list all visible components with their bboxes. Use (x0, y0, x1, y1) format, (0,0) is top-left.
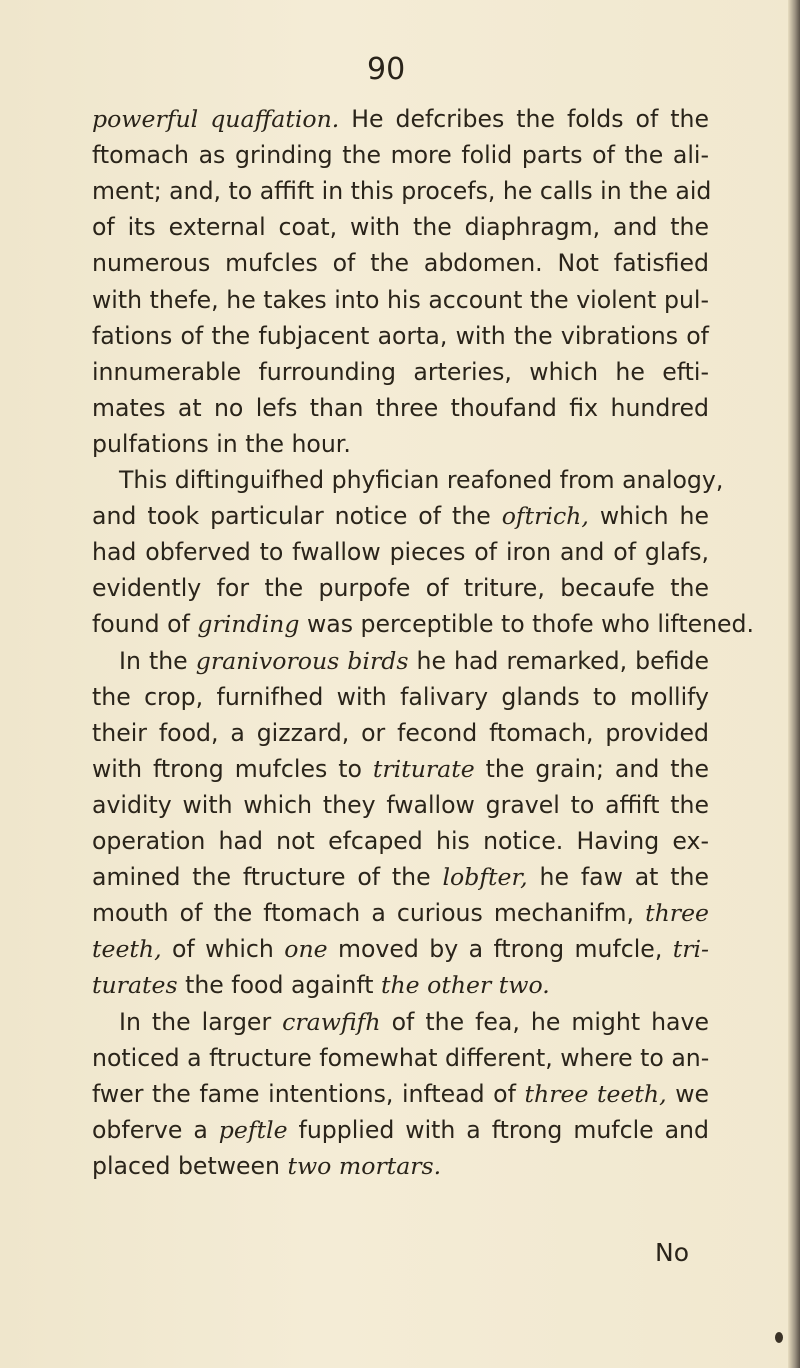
text-line (92, 245, 709, 281)
ink-speck (775, 1332, 783, 1343)
text-line (92, 751, 709, 787)
text-line (92, 715, 709, 751)
text-line (92, 498, 709, 534)
text-run: fupplied with a ftrong mufcle and (287, 1115, 709, 1144)
text-run: fations of the fubjacent aorta, with the vibrations of (92, 321, 709, 350)
italic-text: one (284, 935, 328, 964)
text-run: moved by a ftrong mufcle, (327, 935, 673, 964)
italic-text: crawfifh (282, 1007, 381, 1036)
text-run: with thefe, he takes into his account the violent pul- (92, 285, 709, 314)
text-line (92, 823, 709, 859)
text-run: ment; and, to affift in this procefs, he calls in the aid (92, 177, 712, 206)
text-line (92, 1148, 709, 1184)
text-run: of which (161, 935, 285, 964)
text-run: which he (588, 502, 709, 531)
text-run: avidity with which they fwallow gravel to affift the (92, 790, 709, 819)
text-line (92, 787, 709, 823)
text-run: mouth of the ftomach a curious mechanifm, (92, 899, 646, 928)
italic-text: tri- (672, 935, 709, 964)
text-run: amined the ftructure of the (92, 863, 443, 892)
text-run: the crop, furnifhed with falivary glands to mollify (92, 682, 709, 711)
italic-text: two mortars. (287, 1151, 442, 1180)
text-line (92, 1112, 709, 1148)
text-line (92, 931, 709, 967)
text-line (92, 282, 709, 318)
text-run: In the larger (119, 1007, 283, 1036)
italic-text: grinding (197, 610, 300, 639)
page-number: 90 (367, 52, 406, 87)
italic-text: oftrich, (501, 502, 589, 531)
text-run: innumerable furrounding arteries, which he efti- (92, 357, 709, 386)
text-run: ftomach as grinding the more folid parts of the ali- (92, 141, 709, 170)
text-line (92, 606, 755, 642)
italic-text: peftle (218, 1115, 288, 1144)
text-run: the food againft (177, 971, 381, 1000)
text-run: noticed a ftructure fomewhat different, where to an- (92, 1043, 710, 1072)
text-line (119, 1004, 709, 1040)
italic-text: lobfter, (442, 863, 528, 892)
text-run: evidently for the purpofe of triture, becaufe the (92, 574, 709, 603)
text-line (119, 462, 724, 498)
text-run: he had remarked, befide (408, 646, 709, 675)
italic-text: teeth, (92, 935, 162, 964)
text-line (92, 137, 709, 173)
text-run: of its external coat, with the diaphragm, and the (92, 213, 709, 242)
text-line (92, 895, 709, 931)
text-line (92, 426, 709, 462)
text-run: we (666, 1079, 710, 1108)
text-line (92, 967, 709, 1003)
text-run: In the (119, 646, 196, 675)
text-line (92, 390, 709, 426)
text-run: their food, a gizzard, or fecond ftomach, provided (92, 718, 709, 747)
italic-text: three teeth, (524, 1079, 667, 1108)
text-run: operation had not efcaped his notice. Having ex- (92, 827, 709, 855)
catchword: No (655, 1238, 689, 1267)
text-line (92, 209, 709, 245)
italic-text: turates (92, 971, 178, 1000)
page-edge-shadow (788, 0, 800, 1368)
text-line (92, 1076, 709, 1112)
text-line (92, 101, 709, 137)
text-line (92, 859, 709, 895)
italic-text: three (645, 899, 709, 928)
italic-text: the other two. (381, 971, 550, 1000)
text-line (92, 354, 709, 390)
text-run: He defcribes the folds of the (339, 105, 709, 133)
text-line (92, 534, 709, 570)
text-run: fwer the fame intentions, inftead of (92, 1079, 525, 1108)
text-line (119, 643, 709, 679)
italic-text: granivorous birds (195, 646, 409, 675)
text-line (92, 570, 709, 606)
text-run: of the fea, he might have (380, 1007, 709, 1036)
text-run: numerous mufcles of the abdomen. Not fatisfied (92, 249, 709, 278)
text-run: he faw at the (527, 863, 709, 892)
text-run: placed between (92, 1151, 288, 1180)
text-line (92, 173, 712, 209)
text-run: and took particular notice of the (92, 502, 502, 531)
text-line (92, 1040, 709, 1076)
italic-text: powerful quaffation. (92, 105, 340, 133)
text-run: pulfations in the hour. (92, 429, 351, 458)
text-line (92, 318, 709, 354)
text-line (92, 679, 709, 715)
italic-text: triturate (372, 754, 475, 783)
text-run: mates at no lefs than three thoufand fix hundred (92, 393, 709, 422)
text-run: was perceptible to thofe who liftened. (299, 610, 755, 639)
text-run: obferve a (92, 1115, 219, 1144)
text-run: found of (92, 610, 198, 639)
text-run: had obferved to fwallow pieces of iron and of glafs, (92, 538, 709, 567)
text-run: the grain; and the (474, 754, 709, 783)
text-run: This diftinguifhed phyfician reafoned from analogy, (119, 466, 724, 494)
text-run: with ftrong mufcles to (92, 754, 373, 783)
